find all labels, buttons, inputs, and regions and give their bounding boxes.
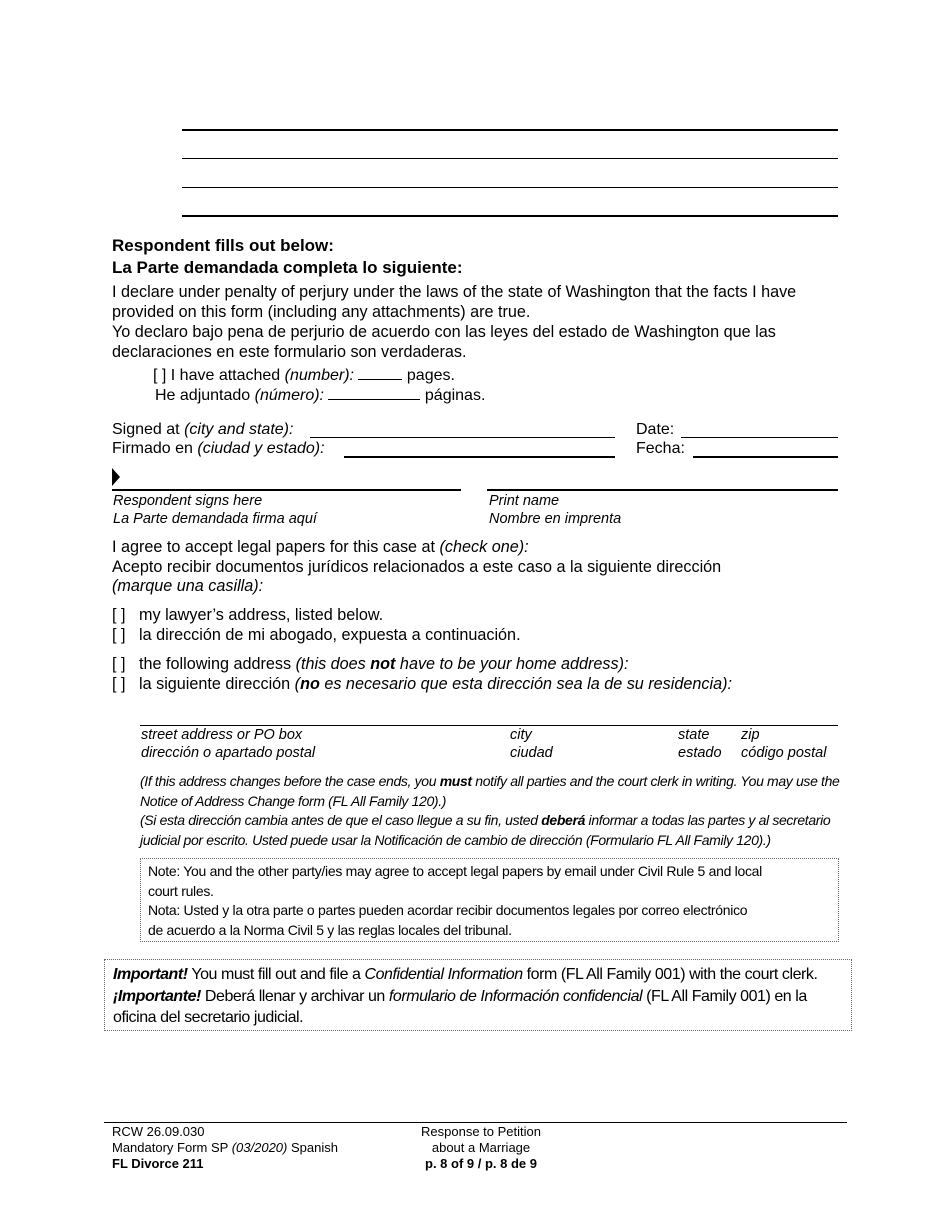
respondent-signature-field[interactable] [112,489,461,491]
date-field[interactable] [681,437,838,438]
firmado-en-label: Firmado en (ciudad y estado): [112,440,325,457]
writing-line-1[interactable] [182,129,838,131]
checkbox-following-es[interactable]: [ ] [112,675,126,693]
footer-center [381,1124,581,1172]
state-label-es: estado [678,745,722,761]
street-label-es: dirección o apartado postal [141,745,316,761]
fecha-field[interactable] [693,456,838,458]
writing-line-3[interactable] [182,187,838,188]
page-count-field-es[interactable] [328,385,420,400]
option-following-address[interactable]: [ ] the following address (this does not have to be your home address): [ ] la siguiente dirección (no es necesario que esta dirección sea la de su residencia): [112,655,732,693]
attached-pages-es: He adjuntado (número): páginas. [155,387,486,404]
address-change-note: (If this address changes before the case ends, you must notify all parties and the court clerk in writing. You may use the Notice of Address Change form (FL All Family 120).) (Si esta dirección cambia antes de que el caso llegue a su fin, usted deberá informar a todas las partes y al secretario judicial por escrito. Usted puede usar la Notificación de cambio de dirección (Formulario FL All Family 120).) [140,773,840,848]
signed-at-label: Signed at (city and state): [112,421,294,438]
footer-title-1: Response to Petition [421,1124,541,1139]
footer-rcw: RCW 26.09.030 [112,1124,205,1139]
ciudad-estado-field[interactable] [344,456,615,458]
nombre-imprenta-label: Nombre en imprenta [489,511,622,527]
declaration-es: Yo declaro bajo pena de perjurio de acuerdo con las leyes del estado de Washington que las declaraciones en este formulario son verdaderas. [112,323,776,361]
street-label: street address or PO box [141,727,303,743]
fecha-label: Fecha: [636,440,685,457]
writing-line-2[interactable] [182,158,838,159]
footer-title-2: about a Marriage [431,1140,531,1155]
footer-form-id: FL Divorce 211 [112,1156,204,1171]
zip-label-es: código postal [741,745,827,761]
state-label: state [678,727,710,743]
page-count-field[interactable] [358,365,402,380]
checkbox-lawyer-es[interactable]: [ ] [112,626,126,644]
signature-caption [113,492,317,528]
sign-here-arrow-icon [112,468,120,486]
writing-line-4[interactable] [182,215,838,217]
checkbox-lawyer[interactable]: [ ] [112,606,126,624]
date-label: Date: [636,421,675,438]
zip-label: zip [741,727,760,743]
print-name-field[interactable] [487,489,838,491]
city-label: city [510,727,532,743]
address-captions [140,726,840,766]
footer-left: RCW 26.09.030 Mandatory Form SP (03/2020) Spanish FL Divorce 211 [112,1124,338,1171]
declaration [112,282,842,362]
attached-pages-en: [ ] I have attached (number): pages. [153,367,455,384]
city-label-es: ciudad [510,745,553,761]
important-note: Important! You must fill out and file a Confidential Information form (FL All Family 001) with the court clerk. ¡Importante! Deberá llenar y archivar un formulario de Información confidencial (FL All Family 001) en la oficina del secretario judicial. [113,966,818,1026]
respondent-heading [112,235,462,279]
footer-rule [104,1122,847,1123]
firma-aqui-label: La Parte demandada firma aquí [113,511,317,527]
checkbox-following[interactable]: [ ] [112,655,126,673]
footer-page-number: p. 8 of 9 / p. 8 de 9 [425,1156,537,1171]
print-name-caption [489,492,621,528]
declaration-en: I declare under penalty of perjury under the laws of the state of Washington that the facts I have provided on this form (including any attachments) are true. [112,283,797,321]
respondent-heading-es: La Parte demandada completa lo siguiente: [112,258,463,277]
option-lawyer[interactable]: [ ] my lawyer’s address, listed below. [ ] la dirección de mi abogado, expuesta a continuación. [112,606,521,644]
print-name-label: Print name [489,493,560,509]
city-state-field[interactable] [310,437,615,438]
accept-papers: I agree to accept legal papers for this case at (check one): Acepto recibir documentos jurídicos relacionados a este caso a la siguiente dirección (marque una casilla): [112,538,722,595]
respondent-heading-en: Respondent fills out below: [112,236,334,255]
sign-here-label: Respondent signs here [113,493,263,509]
email-note: Note: You and the other party/ies may agree to accept legal papers by email under Civil Rule 5 and local court rules. Nota: Usted y la otra parte o partes pueden acordar recibir documentos legales por correo electrónico de acuerdo a la Norma Civil 5 y las reglas locales del tribunal. [148,863,762,938]
